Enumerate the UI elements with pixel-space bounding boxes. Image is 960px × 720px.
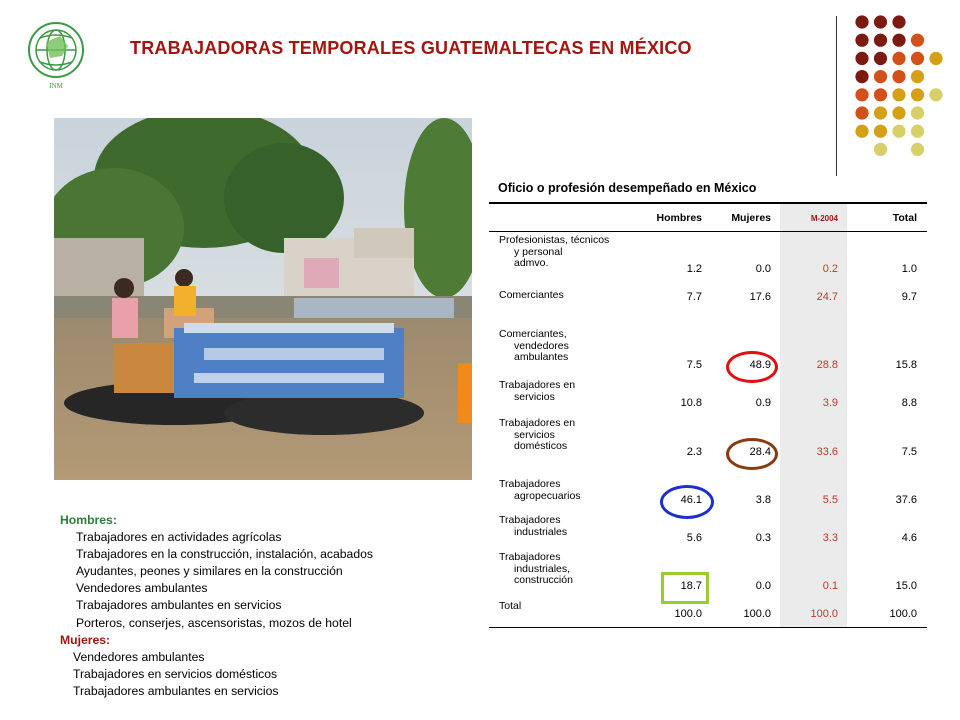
table-cell: 1.2 (686, 263, 702, 275)
table-cell: 100.0 (889, 608, 917, 620)
table-row-label: Profesionistas, técnicos y personal admvo. (499, 234, 610, 269)
decorative-dot (911, 34, 924, 47)
table-cell: 0.2 (822, 263, 838, 275)
table-row-label: Trabajadores industriales (499, 514, 568, 538)
table-cell: 8.8 (901, 397, 917, 409)
decorative-dot (855, 125, 868, 138)
decorative-dot (929, 88, 942, 101)
legend-hombres-item: Trabajadores en la construcción, instalación, acabados (76, 547, 373, 562)
decorative-dot (874, 125, 887, 138)
table-cell: 3.9 (822, 397, 838, 409)
decorative-dot (874, 70, 887, 83)
table-cell: 1.0 (901, 263, 917, 275)
table-cell: 37.6 (895, 494, 917, 506)
col-total-header: Total (892, 212, 917, 224)
table-row-label: Trabajadores agropecuarios (499, 478, 581, 502)
decorative-dot (874, 88, 887, 101)
decorative-dot (874, 143, 887, 156)
decorative-dot (855, 106, 868, 119)
legend-mujeres-title: Mujeres: (60, 632, 111, 647)
decorative-dot (855, 70, 868, 83)
table-cell: 3.8 (755, 494, 771, 506)
legend-mujeres-item: Vendedores ambulantes (73, 649, 205, 664)
table-cell: 3.3 (822, 532, 838, 544)
legend-mujeres-item: Trabajadores en servicios domésticos (73, 666, 278, 681)
table-cell: 100.0 (743, 608, 771, 620)
table-top-rule (489, 202, 927, 204)
table-cell: 0.9 (755, 397, 771, 409)
decorative-dot (911, 106, 924, 119)
decorative-dot (892, 125, 905, 138)
logo-sub-text: INM (49, 82, 63, 90)
col-mujeres-header: Mujeres (731, 212, 771, 224)
decorative-dot (911, 143, 924, 156)
table-cell: 0.3 (755, 532, 771, 544)
table-row-label: Comerciantes (499, 289, 564, 301)
decorative-dot (929, 52, 942, 65)
table-cell: 0.1 (822, 580, 838, 592)
table-cell: 2.3 (686, 446, 702, 458)
decorative-dot (911, 70, 924, 83)
table-cell: 100.0 (674, 608, 702, 620)
table-cell: 28.4 (749, 446, 771, 458)
page-title: TRABAJADORAS TEMPORALES GUATEMALTECAS EN MÉXICO (130, 38, 692, 58)
table-cell: 33.6 (816, 446, 838, 458)
table-cell: 46.1 (680, 494, 702, 506)
highlight-box-green (661, 572, 709, 604)
divider-line (836, 16, 837, 176)
table-cell: 24.7 (816, 291, 838, 303)
table-row-label: Total (499, 600, 522, 612)
legend-hombres-item: Porteros, conserjes, ascensoristas, mozos de hotel (76, 615, 352, 630)
legend-hombres-item: Trabajadores ambulantes en servicios (76, 598, 282, 613)
highlight-circle-red (726, 351, 778, 383)
legend-hombres-item: Trabajadores en actividades agrícolas (76, 530, 282, 545)
decorative-dot (892, 34, 905, 47)
table-cell: 15.0 (895, 580, 917, 592)
inm-logo (16, 12, 96, 92)
table-cell: 100.0 (810, 608, 838, 620)
table-cell: 7.5 (901, 446, 917, 458)
table-bottom-rule (489, 627, 927, 628)
decorative-dot (892, 70, 905, 83)
table-cell: 17.6 (749, 291, 771, 303)
decorative-dot (855, 34, 868, 47)
table-row-label: Trabajadores industriales, construcción (499, 551, 573, 586)
decorative-dot (911, 125, 924, 138)
decorative-dot (892, 52, 905, 65)
table-cell: 15.8 (895, 359, 917, 371)
decorative-dot (855, 88, 868, 101)
highlight-circle-blue (660, 485, 714, 519)
table-cell: 7.5 (686, 359, 702, 371)
table-header-rule (489, 231, 927, 232)
table-cell: 5.5 (822, 494, 838, 506)
table-cell: 48.9 (749, 359, 771, 371)
table-cell: 0.0 (755, 580, 771, 592)
decorative-dot (892, 88, 905, 101)
table-cell: 18.7 (680, 580, 702, 592)
decorative-dot-grid (848, 14, 958, 164)
decorative-dot (874, 15, 887, 28)
table-row-label: Trabajadores en servicios domésticos (499, 417, 576, 452)
col-hombres-header: Hombres (656, 212, 702, 224)
decorative-dot (874, 34, 887, 47)
legend-mujeres-item: Trabajadores ambulantes en servicios (73, 683, 279, 698)
legend-hombres-item: Ayudantes, peones y similares en la construcción (76, 564, 343, 579)
decorative-dot (892, 15, 905, 28)
legend-hombres-item: Vendedores ambulantes (76, 581, 208, 596)
decorative-dot (911, 52, 924, 65)
river-raft-photo (54, 118, 472, 480)
table-cell: 9.7 (901, 291, 917, 303)
decorative-dot (874, 52, 887, 65)
table-cell: 4.6 (901, 532, 917, 544)
table-cell: 28.8 (816, 359, 838, 371)
highlight-circle-brown (726, 438, 778, 470)
decorative-dot (911, 88, 924, 101)
decorative-dot (855, 52, 868, 65)
occupation-table (489, 202, 927, 628)
decorative-dot (892, 106, 905, 119)
table-cell: 10.8 (680, 397, 702, 409)
col-m2004-header: M-2004 (810, 214, 838, 223)
decorative-dot (855, 15, 868, 28)
table-row-label: Trabajadores en servicios (499, 379, 576, 403)
occupation-legend (60, 512, 373, 700)
decorative-dot (874, 106, 887, 119)
table-row-label: Comerciantes, vendedores ambulantes (499, 328, 569, 363)
table-cell: 0.0 (755, 263, 771, 275)
table-cell: 7.7 (686, 291, 702, 303)
table-title: Oficio o profesión desempeñado en México (498, 181, 757, 195)
legend-hombres-title: Hombres: (60, 513, 117, 527)
table-cell: 5.6 (686, 532, 702, 544)
